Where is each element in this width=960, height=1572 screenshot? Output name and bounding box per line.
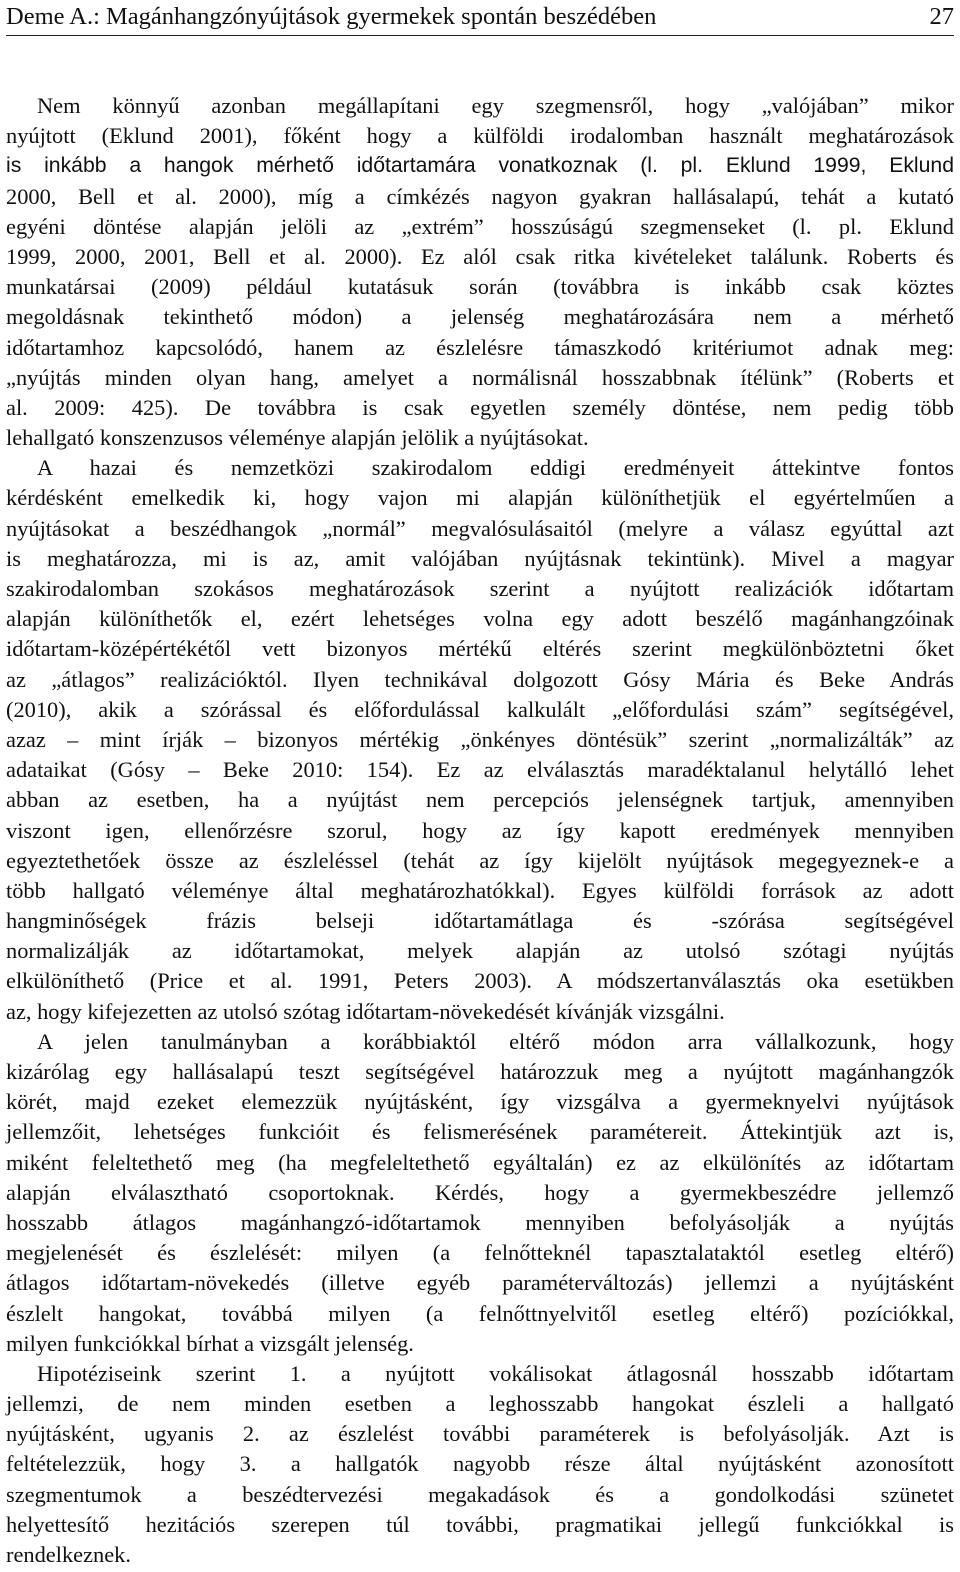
text-line: azaz – mint írják – bizonyos mértékig „önkényes döntésük” szerint „normalizálták” az [6,726,954,752]
text-line: helyettesítő hezitációs szerepen túl további, pragmatikai jellegű funkciókkal is [6,1511,954,1537]
text-line: szakirodalomban szokásos meghatározások szerint a nyújtott realizációk időtartam [6,576,954,601]
text-line: az „átlagos” realizációktól. Ilyen technikával dolgozott Gósy Mária és Beke András [6,666,954,692]
text-line: az, hogy kifejezetten az utolsó szótag időtartam-növekedését kívánják vizsgálni. [6,998,725,1024]
text-line: jellemzi, de nem minden esetben a leghosszabb hangokat észleli a hallgató [6,1391,954,1417]
text-line: hangminőségek frázis belseji időtartamátlaga és -szórása segítségével [6,908,954,934]
text-line: átlagos időtartam-növekedés (illetve egyéb paraméterváltozás) jellemzi a nyújtásként [6,1270,954,1296]
text-line: normalizálják az időtartamokat, melyek alapján az utolsó szótagi nyújtás [6,938,954,964]
text-line: nyújtásokat a beszédhangok „normál” megvalósulásaitól (melyre a válasz egyúttal azt [6,515,954,541]
text-line: rendelkeznek. [6,1542,131,1567]
text-line: jellemzőit, lehetséges funkcióit és felismerésének paramétereit. Áttekintjük azt is, [6,1119,954,1145]
body-text [6,91,954,1570]
text-line: több hallgató véleménye által meghatározhatókkal). Egyes külföldi források az adott [6,877,954,903]
text-line: Nem könnyű azonban megállapítani egy szegmensről, hogy „valójában” mikor [37,93,954,118]
paragraph [6,453,954,1027]
text-line: „nyújtás minden olyan hang, amelyet a normálisnál hosszabbnak ítélünk” (Roberts et [6,364,954,390]
text-line: abban az esetben, ha a nyújtást nem percepciós jelenségnek tartjuk, amennyiben [6,787,954,813]
text-line: észlelt hangokat, továbbá milyen (a felnőttnyelvitől esetleg eltérő) pozíciókkal, [6,1300,954,1326]
text-line: is meghatározza, mi is az, amit valójában nyújtásnak tekintünk). Mivel a magyar [6,545,954,571]
text-line: alapján elválasztható csoportoknak. Kérdés, hogy a gyermekbeszédre jellemző [6,1179,954,1205]
text-line: A hazai és nemzetközi szakirodalom eddigi eredményeit áttekintve fontos [37,455,954,481]
paragraph [6,1359,954,1570]
text-line: egyéni döntése alapján jelöli az „extrém” hosszúságú szegmenseket (l. pl. Eklund [6,213,954,239]
text-line: feltételezzük, hogy 3. a hallgatók nagyobb része által nyújtásként azonosított [6,1451,954,1477]
text-line: 1999, 2000, 2001, Bell et al. 2000). Ez alól csak ritka kivételeket találunk. Roberts és [6,243,954,269]
text-line: lehallgató konszenzusos véleménye alapján jelölik a nyújtásokat. [6,425,589,451]
running-header [6,1,954,36]
text-line: viszont igen, ellenőrzésre szorul, hogy az így kapott eredmények mennyiben [6,817,954,843]
paragraph [6,1027,954,1359]
text-line: Hipotéziseink szerint 1. a nyújtott vokálisokat átlagosnál hosszabb időtartam [37,1360,954,1386]
page-number: 27 [929,3,954,30]
text-line: miként feleltethető meg (ha megfeleltethető egyáltalán) ez az elkülönítés az időtartam [6,1149,954,1175]
text-line: nyújtásként, ugyanis 2. az észlelést további paraméterek is befolyásolják. Azt is [6,1421,954,1447]
text-line: adataikat (Gósy – Beke 2010: 154). Ez az elválasztás maradéktalanul helytálló lehet [6,757,954,783]
text-line: egyeztethetőek össze az észleléssel (tehát az így kijelölt nyújtások megegyeznek-e a [6,847,954,873]
text-line: kizárólag egy hallásalapú teszt segítségével határozzuk meg a nyújtott magánhangzók [6,1059,954,1084]
text-line: munkatársai (2009) például kutatásuk során (továbbra is inkább csak köztes [6,274,954,300]
text-line: időtartamhoz kapcsolódó, hanem az észlelésre támaszkodó kritériumot adnak meg: [6,334,954,360]
text-line: hosszabb átlagos magánhangzó-időtartamok mennyiben befolyásolják a nyújtás [6,1209,954,1235]
text-line: 2000, Bell et al. 2000), míg a címkézés nagyon gyakran hallásalapú, tehát a kutató [6,183,954,209]
text-line: A jelen tanulmányban a korábbiaktól eltérő módon arra vállalkozunk, hogy [37,1028,954,1054]
paragraph [6,91,954,453]
text-line: időtartam-középértékétől vett bizonyos mértékű eltérés szerint megkülönböztetni őket [6,636,954,662]
text-line: is inkább a hangok mérhető időtartamára vonatkoznak (l. pl. Eklund 1999, Eklund [6,154,954,178]
text-line: nyújtott (Eklund 2001), főként hogy a külföldi irodalomban használt meghatározások [6,123,954,149]
text-line: körét, majd ezeket elemezzük nyújtásként, így vizsgálva a gyermeknyelvi nyújtások [6,1089,954,1115]
text-line: alapján különíthetők el, ezért lehetséges volna egy adott beszélő magánhangzóinak [6,606,954,632]
text-line: milyen funkciókkal bírhat a vizsgált jelenség. [6,1330,414,1356]
text-line: megoldásnak tekinthető módon) a jelenség meghatározására nem a mérhető [6,304,954,330]
text-line: elkülöníthető (Price et al. 1991, Peters 2003). A módszertanválasztás oka esetükben [6,968,954,994]
running-header-title: Deme A.: Magánhangzónyújtások gyermekek spontán beszédében [6,3,657,30]
text-line: kérdésként emelkedik ki, hogy vajon mi alapján különíthetjük el egyértelműen a [6,485,954,511]
text-line: (2010), akik a szórással és előfordulással kalkulált „előfordulási szám” segítségével, [6,696,954,722]
text-line: al. 2009: 425). De továbbra is csak egyetlen személy döntése, nem pedig több [6,394,954,420]
text-line: megjelenését és észlelését: milyen (a felnőtteknél tapasztalataktól esetleg eltérő) [6,1240,954,1266]
text-line: szegmentumok a beszédtervezési megakadások és a gondolkodási szünetet [6,1481,954,1507]
